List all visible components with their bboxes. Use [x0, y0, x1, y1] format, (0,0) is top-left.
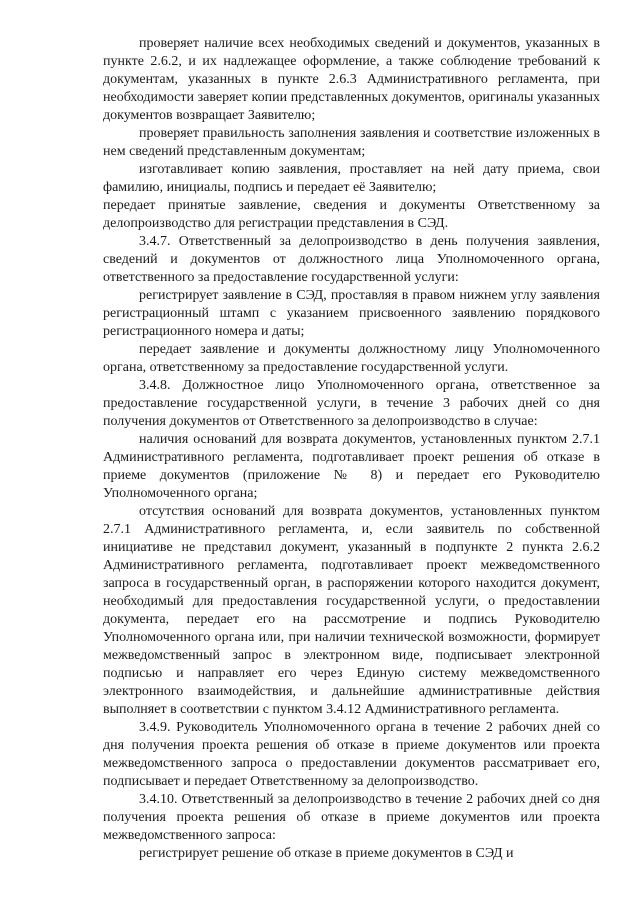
- document-text: [103, 35, 600, 863]
- paragraph-register-refusal: регистрирует решение об отказе в приеме документов в СЭД и: [139, 846, 514, 861]
- paragraph-refusal-grounds: наличия оснований для возврата документов, установленных пунктом 2.7.1 Административного регламента, подготавливает проект решения об отказе в приеме документов (приложение № 8) и передает его Руководителю Уполномоченного органа;: [103, 432, 600, 501]
- paragraph-transfer-documents: передает принятые заявление, сведения и документы Ответственному за делопроизводство для регистрации представления в СЭД.: [103, 198, 600, 231]
- paragraph-check-documents: проверяет наличие всех необходимых сведений и документов, указанных в пункте 2.6.2, и их надлежащее оформление, а также соблюдение требований к документам, указанных в пункте 2.6.3 Административного регламента, при необходимости заверяет копии представленных документов, оригиналы указанных документов возвращает Заявителю;: [103, 36, 600, 123]
- paragraph-3-4-7: 3.4.7. Ответственный за делопроизводство в день получения заявления, сведений и документов от должностного лица Уполномоченного органа, ответственного за предоставление государственной услуги:: [103, 234, 600, 285]
- paragraph-3-4-8: 3.4.8. Должностное лицо Уполномоченного органа, ответственное за предоставление государственной услуги, в течение 3 рабочих дней со дня получения документов от Ответственного за делопроизводство в случае:: [103, 378, 600, 429]
- paragraph-transfer-to-official: передает заявление и документы должностному лицу Уполномоченного органа, ответственному за предоставление государственной услуги.: [103, 342, 600, 375]
- paragraph-register-application: регистрирует заявление в СЭД, проставляя в правом нижнем углу заявления регистрационный штамп с указанием присвоенного заявлению порядкового регистрационного номера и даты;: [103, 288, 600, 339]
- paragraph-3-4-10: 3.4.10. Ответственный за делопроизводство в течение 2 рабочих дней со дня получения проекта решения об отказе в приеме документов или проекта межведомственного запроса:: [103, 792, 600, 843]
- paragraph-no-refusal-grounds: отсутствия оснований для возврата документов, установленных пунктом 2.7.1 Административного регламента, и, если заявитель по собственной инициативе не представил документ, указанный в подпункте 2 пункта 2.6.2 Административного регламента, подготавливает проект межведомственного запроса в государственный орган, в распоряжении которого находится документ, необходимый для предоставления государственной услуги, о предоставлении документа, передает его на рассмотрение и подпись Руководителю Уполномоченного органа или, при наличии технической возможности, формирует межведомственный запрос в электронном виде, подписывает электронной подписью и направляет его через Единую систему межведомственного электронного взаимодействия, и дальнейшие административные действия выполняет в соответствии с пунктом 3.4.12 Административного регламента.: [103, 504, 600, 717]
- paragraph-check-application: проверяет правильность заполнения заявления и соответствие изложенных в нем сведений представленным документам;: [103, 126, 600, 159]
- paragraph-make-copy: изготавливает копию заявления, проставляет на ней дату приема, свои фамилию, инициалы, подпись и передает её Заявителю;: [103, 162, 600, 195]
- paragraph-3-4-9: 3.4.9. Руководитель Уполномоченного органа в течение 2 рабочих дней со дня получения проекта решения об отказе в приеме документов или проекта межведомственного запроса о предоставлении документов рассматривает его, подписывает и передает Ответственному за делопроизводство.: [103, 720, 600, 789]
